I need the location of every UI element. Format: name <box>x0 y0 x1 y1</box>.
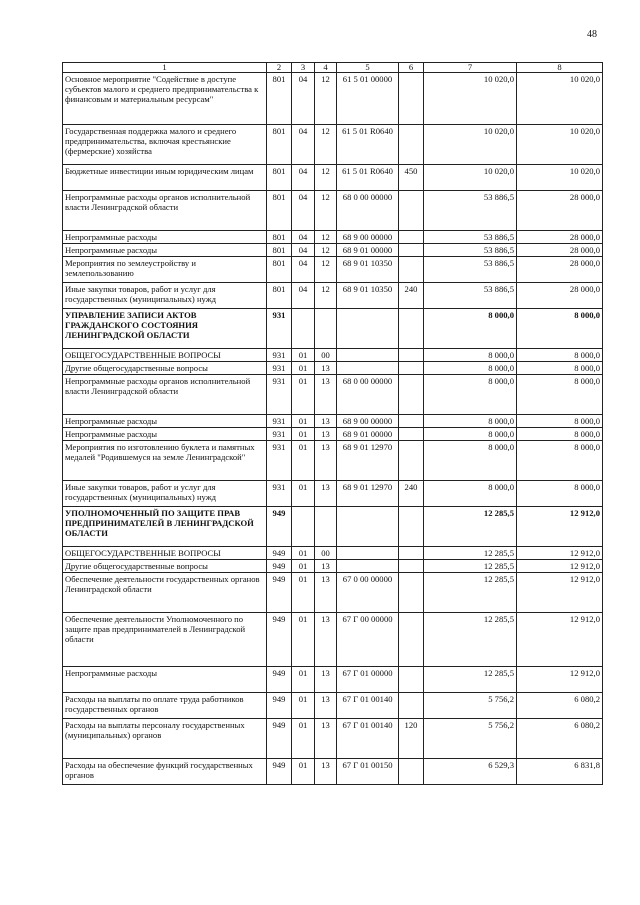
section-code-cell: 01 <box>292 613 315 667</box>
expense-type-cell <box>399 349 424 362</box>
amount-year2-cell: 6 831,8 <box>517 759 603 785</box>
table-row <box>63 667 603 693</box>
ministry-code-cell: 949 <box>267 573 292 613</box>
subsection-code-cell: 13 <box>315 415 337 428</box>
subsection-code-cell: 13 <box>315 719 337 759</box>
subsection-code-cell: 13 <box>315 693 337 719</box>
target-code-cell <box>337 547 399 560</box>
amount-year2-cell: 12 912,0 <box>517 613 603 667</box>
amount-year1-cell: 6 529,3 <box>424 759 517 785</box>
budget-table <box>62 62 603 785</box>
ministry-code-cell: 949 <box>267 719 292 759</box>
section-code-cell: 04 <box>292 73 315 125</box>
ministry-code-cell: 931 <box>267 441 292 481</box>
subsection-code-cell <box>315 309 337 349</box>
target-code-cell: 68 0 00 00000 <box>337 191 399 231</box>
amount-year1-cell: 12 285,5 <box>424 560 517 573</box>
target-code-cell: 68 9 01 12970 <box>337 481 399 507</box>
ministry-code-cell: 801 <box>267 244 292 257</box>
page-number: 48 <box>587 29 597 40</box>
table-row <box>63 719 603 759</box>
section-code-cell: 01 <box>292 375 315 415</box>
row-name-cell: Непрограммные расходы органов исполнительной власти Ленинградской области <box>63 375 267 415</box>
section-code-cell: 04 <box>292 125 315 165</box>
target-code-cell: 67 Г 01 00140 <box>337 719 399 759</box>
section-code-cell: 04 <box>292 257 315 283</box>
column-header: 3 <box>292 63 315 73</box>
table-row <box>63 441 603 481</box>
target-code-cell: 68 9 01 10350 <box>337 283 399 309</box>
section-code-cell: 01 <box>292 560 315 573</box>
expense-type-cell <box>399 759 424 785</box>
section-code-cell: 04 <box>292 191 315 231</box>
target-code-cell: 68 9 00 00000 <box>337 415 399 428</box>
table-row <box>63 349 603 362</box>
amount-year2-cell: 8 000,0 <box>517 441 603 481</box>
amount-year2-cell: 28 000,0 <box>517 244 603 257</box>
target-code-cell: 68 9 01 00000 <box>337 428 399 441</box>
expense-type-cell <box>399 507 424 547</box>
subsection-code-cell: 13 <box>315 375 337 415</box>
row-name-cell: Другие общегосударственные вопросы <box>63 362 267 375</box>
subsection-code-cell: 13 <box>315 362 337 375</box>
amount-year1-cell: 10 020,0 <box>424 73 517 125</box>
row-name-cell: Непрограммные расходы <box>63 231 267 244</box>
ministry-code-cell: 801 <box>267 231 292 244</box>
section-code-cell: 01 <box>292 415 315 428</box>
expense-type-cell <box>399 415 424 428</box>
target-code-cell: 67 Г 01 00150 <box>337 759 399 785</box>
row-name-cell: Расходы на выплаты по оплате труда работников государственных органов <box>63 693 267 719</box>
table-row <box>63 507 603 547</box>
amount-year1-cell: 8 000,0 <box>424 375 517 415</box>
expense-type-cell: 450 <box>399 165 424 191</box>
amount-year1-cell: 12 285,5 <box>424 613 517 667</box>
amount-year2-cell: 8 000,0 <box>517 309 603 349</box>
amount-year1-cell: 53 886,5 <box>424 191 517 231</box>
row-name-cell: Непрограммные расходы <box>63 428 267 441</box>
section-code-cell: 01 <box>292 667 315 693</box>
expense-type-cell <box>399 375 424 415</box>
target-code-cell: 61 5 01 R0640 <box>337 165 399 191</box>
section-code-cell: 01 <box>292 428 315 441</box>
subsection-code-cell: 13 <box>315 560 337 573</box>
table-row <box>63 759 603 785</box>
subsection-code-cell: 13 <box>315 667 337 693</box>
ministry-code-cell: 949 <box>267 547 292 560</box>
amount-year2-cell: 8 000,0 <box>517 362 603 375</box>
expense-type-cell: 240 <box>399 481 424 507</box>
amount-year1-cell: 12 285,5 <box>424 507 517 547</box>
section-code-cell: 01 <box>292 362 315 375</box>
amount-year2-cell: 6 080,2 <box>517 719 603 759</box>
target-code-cell: 67 0 00 00000 <box>337 573 399 613</box>
subsection-code-cell: 12 <box>315 257 337 283</box>
expense-type-cell <box>399 73 424 125</box>
amount-year2-cell: 28 000,0 <box>517 257 603 283</box>
amount-year2-cell: 10 020,0 <box>517 125 603 165</box>
target-code-cell: 67 Г 01 00140 <box>337 693 399 719</box>
amount-year1-cell: 5 756,2 <box>424 719 517 759</box>
expense-type-cell <box>399 693 424 719</box>
table-row <box>63 125 603 165</box>
ministry-code-cell: 949 <box>267 759 292 785</box>
amount-year1-cell: 53 886,5 <box>424 244 517 257</box>
expense-type-cell <box>399 309 424 349</box>
amount-year2-cell: 12 912,0 <box>517 547 603 560</box>
amount-year2-cell: 10 020,0 <box>517 165 603 191</box>
subsection-code-cell: 00 <box>315 547 337 560</box>
subsection-code-cell: 13 <box>315 573 337 613</box>
target-code-cell: 68 9 01 10350 <box>337 257 399 283</box>
subsection-code-cell: 13 <box>315 613 337 667</box>
ministry-code-cell: 931 <box>267 375 292 415</box>
target-code-cell: 61 5 01 00000 <box>337 73 399 125</box>
section-code-cell <box>292 507 315 547</box>
target-code-cell: 68 9 00 00000 <box>337 231 399 244</box>
table-row <box>63 191 603 231</box>
target-code-cell: 67 Г 00 00000 <box>337 613 399 667</box>
subsection-code-cell: 12 <box>315 73 337 125</box>
row-name-cell: Основное мероприятие "Содействие в доступе субъектов малого и среднего предпринимательства к финансовым и материальным ресурсам" <box>63 73 267 125</box>
amount-year2-cell: 28 000,0 <box>517 283 603 309</box>
subsection-code-cell: 12 <box>315 165 337 191</box>
section-code-cell <box>292 309 315 349</box>
section-code-cell: 04 <box>292 165 315 191</box>
target-code-cell: 67 Г 01 00000 <box>337 667 399 693</box>
table-row <box>63 481 603 507</box>
target-code-cell: 61 5 01 R0640 <box>337 125 399 165</box>
ministry-code-cell: 949 <box>267 507 292 547</box>
section-code-cell: 04 <box>292 283 315 309</box>
expense-type-cell <box>399 362 424 375</box>
row-name-cell: Иные закупки товаров, работ и услуг для государственных (муниципальных) нужд <box>63 283 267 309</box>
subsection-code-cell: 12 <box>315 231 337 244</box>
amount-year1-cell: 8 000,0 <box>424 481 517 507</box>
section-code-cell: 01 <box>292 573 315 613</box>
ministry-code-cell: 801 <box>267 73 292 125</box>
section-code-cell: 04 <box>292 244 315 257</box>
amount-year2-cell: 12 912,0 <box>517 573 603 613</box>
row-name-cell: Непрограммные расходы <box>63 244 267 257</box>
column-header: 2 <box>267 63 292 73</box>
expense-type-cell <box>399 428 424 441</box>
row-name-cell: Мероприятия по изготовлению буклета и памятных медалей "Родившемуся на земле Ленинградской" <box>63 441 267 481</box>
amount-year2-cell: 28 000,0 <box>517 191 603 231</box>
amount-year1-cell: 10 020,0 <box>424 125 517 165</box>
row-name-cell: Другие общегосударственные вопросы <box>63 560 267 573</box>
column-header: 4 <box>315 63 337 73</box>
expense-type-cell <box>399 667 424 693</box>
row-name-cell: Расходы на обеспечение функций государственных органов <box>63 759 267 785</box>
section-code-cell: 01 <box>292 719 315 759</box>
row-name-cell: Обеспечение деятельности Уполномоченного по защите прав предпринимателей в Ленинградской области <box>63 613 267 667</box>
ministry-code-cell: 949 <box>267 693 292 719</box>
row-name-cell: ОБЩЕГОСУДАРСТВЕННЫЕ ВОПРОСЫ <box>63 547 267 560</box>
amount-year2-cell: 8 000,0 <box>517 415 603 428</box>
section-code-cell: 01 <box>292 759 315 785</box>
ministry-code-cell: 949 <box>267 613 292 667</box>
section-code-cell: 01 <box>292 547 315 560</box>
subsection-code-cell: 12 <box>315 191 337 231</box>
subsection-code-cell: 13 <box>315 481 337 507</box>
expense-type-cell <box>399 547 424 560</box>
row-name-cell: Мероприятия по землеустройству и землепользованию <box>63 257 267 283</box>
table-row <box>63 428 603 441</box>
table-row <box>63 573 603 613</box>
expense-type-cell: 240 <box>399 283 424 309</box>
table-row <box>63 693 603 719</box>
amount-year1-cell: 12 285,5 <box>424 547 517 560</box>
table-row <box>63 362 603 375</box>
expense-type-cell <box>399 613 424 667</box>
amount-year1-cell: 5 756,2 <box>424 693 517 719</box>
column-header: 8 <box>517 63 603 73</box>
table-row <box>63 283 603 309</box>
ministry-code-cell: 801 <box>267 125 292 165</box>
subsection-code-cell: 00 <box>315 349 337 362</box>
expense-type-cell <box>399 125 424 165</box>
subsection-code-cell: 12 <box>315 283 337 309</box>
amount-year2-cell: 8 000,0 <box>517 428 603 441</box>
expense-type-cell <box>399 573 424 613</box>
table-row <box>63 309 603 349</box>
amount-year1-cell: 53 886,5 <box>424 283 517 309</box>
amount-year1-cell: 8 000,0 <box>424 415 517 428</box>
row-name-cell: Государственная поддержка малого и среднего предпринимательства, включая крестьянские (фермерские) хозяйства <box>63 125 267 165</box>
table-row <box>63 613 603 667</box>
ministry-code-cell: 931 <box>267 349 292 362</box>
subsection-code-cell: 13 <box>315 759 337 785</box>
subsection-code-cell: 12 <box>315 125 337 165</box>
row-name-cell: Бюджетные инвестиции иным юридическим лицам <box>63 165 267 191</box>
amount-year1-cell: 53 886,5 <box>424 257 517 283</box>
ministry-code-cell: 949 <box>267 560 292 573</box>
table-row <box>63 560 603 573</box>
amount-year2-cell: 12 912,0 <box>517 667 603 693</box>
amount-year1-cell: 8 000,0 <box>424 428 517 441</box>
ministry-code-cell: 931 <box>267 428 292 441</box>
amount-year2-cell: 8 000,0 <box>517 375 603 415</box>
row-name-cell: УПРАВЛЕНИЕ ЗАПИСИ АКТОВ ГРАЖДАНСКОГО СОСТОЯНИЯ ЛЕНИНГРАДСКОЙ ОБЛАСТИ <box>63 309 267 349</box>
expense-type-cell <box>399 231 424 244</box>
target-code-cell: 68 9 01 00000 <box>337 244 399 257</box>
row-name-cell: Непрограммные расходы <box>63 667 267 693</box>
expense-type-cell <box>399 257 424 283</box>
amount-year1-cell: 8 000,0 <box>424 309 517 349</box>
target-code-cell: 68 0 00 00000 <box>337 375 399 415</box>
target-code-cell <box>337 560 399 573</box>
amount-year2-cell: 10 020,0 <box>517 73 603 125</box>
amount-year2-cell: 12 912,0 <box>517 507 603 547</box>
table-row <box>63 257 603 283</box>
expense-type-cell <box>399 244 424 257</box>
row-name-cell: ОБЩЕГОСУДАРСТВЕННЫЕ ВОПРОСЫ <box>63 349 267 362</box>
row-name-cell: Иные закупки товаров, работ и услуг для государственных (муниципальных) нужд <box>63 481 267 507</box>
target-code-cell: 68 9 01 12970 <box>337 441 399 481</box>
table-row <box>63 415 603 428</box>
amount-year1-cell: 8 000,0 <box>424 362 517 375</box>
column-header: 5 <box>337 63 399 73</box>
subsection-code-cell: 13 <box>315 428 337 441</box>
column-header: 1 <box>63 63 267 73</box>
ministry-code-cell: 801 <box>267 191 292 231</box>
amount-year2-cell: 6 080,2 <box>517 693 603 719</box>
target-code-cell <box>337 507 399 547</box>
table-row <box>63 165 603 191</box>
column-header: 7 <box>424 63 517 73</box>
table-header-row <box>63 63 603 73</box>
table-row <box>63 231 603 244</box>
ministry-code-cell: 931 <box>267 415 292 428</box>
table-row <box>63 375 603 415</box>
table-row <box>63 547 603 560</box>
target-code-cell <box>337 349 399 362</box>
row-name-cell: Непрограммные расходы <box>63 415 267 428</box>
column-header: 6 <box>399 63 424 73</box>
section-code-cell: 01 <box>292 481 315 507</box>
table-row <box>63 244 603 257</box>
target-code-cell <box>337 309 399 349</box>
section-code-cell: 01 <box>292 693 315 719</box>
section-code-cell: 01 <box>292 349 315 362</box>
amount-year1-cell: 12 285,5 <box>424 667 517 693</box>
expense-type-cell: 120 <box>399 719 424 759</box>
section-code-cell: 04 <box>292 231 315 244</box>
ministry-code-cell: 949 <box>267 667 292 693</box>
expense-type-cell <box>399 191 424 231</box>
ministry-code-cell: 801 <box>267 165 292 191</box>
amount-year1-cell: 8 000,0 <box>424 349 517 362</box>
expense-type-cell <box>399 560 424 573</box>
ministry-code-cell: 931 <box>267 309 292 349</box>
ministry-code-cell: 801 <box>267 283 292 309</box>
section-code-cell: 01 <box>292 441 315 481</box>
subsection-code-cell: 12 <box>315 244 337 257</box>
amount-year1-cell: 12 285,5 <box>424 573 517 613</box>
row-name-cell: Непрограммные расходы органов исполнительной власти Ленинградской области <box>63 191 267 231</box>
amount-year1-cell: 10 020,0 <box>424 165 517 191</box>
expense-type-cell <box>399 441 424 481</box>
row-name-cell: Расходы на выплаты персоналу государственных (муниципальных) органов <box>63 719 267 759</box>
subsection-code-cell <box>315 507 337 547</box>
amount-year2-cell: 28 000,0 <box>517 231 603 244</box>
row-name-cell: Обеспечение деятельности государственных органов Ленинградской области <box>63 573 267 613</box>
amount-year1-cell: 8 000,0 <box>424 441 517 481</box>
target-code-cell <box>337 362 399 375</box>
amount-year2-cell: 8 000,0 <box>517 349 603 362</box>
ministry-code-cell: 931 <box>267 362 292 375</box>
ministry-code-cell: 931 <box>267 481 292 507</box>
subsection-code-cell: 13 <box>315 441 337 481</box>
amount-year2-cell: 8 000,0 <box>517 481 603 507</box>
ministry-code-cell: 801 <box>267 257 292 283</box>
table-row <box>63 73 603 125</box>
row-name-cell: УПОЛНОМОЧЕННЫЙ ПО ЗАЩИТЕ ПРАВ ПРЕДПРИНИМАТЕЛЕЙ В ЛЕНИНГРАДСКОЙ ОБЛАСТИ <box>63 507 267 547</box>
amount-year2-cell: 12 912,0 <box>517 560 603 573</box>
amount-year1-cell: 53 886,5 <box>424 231 517 244</box>
